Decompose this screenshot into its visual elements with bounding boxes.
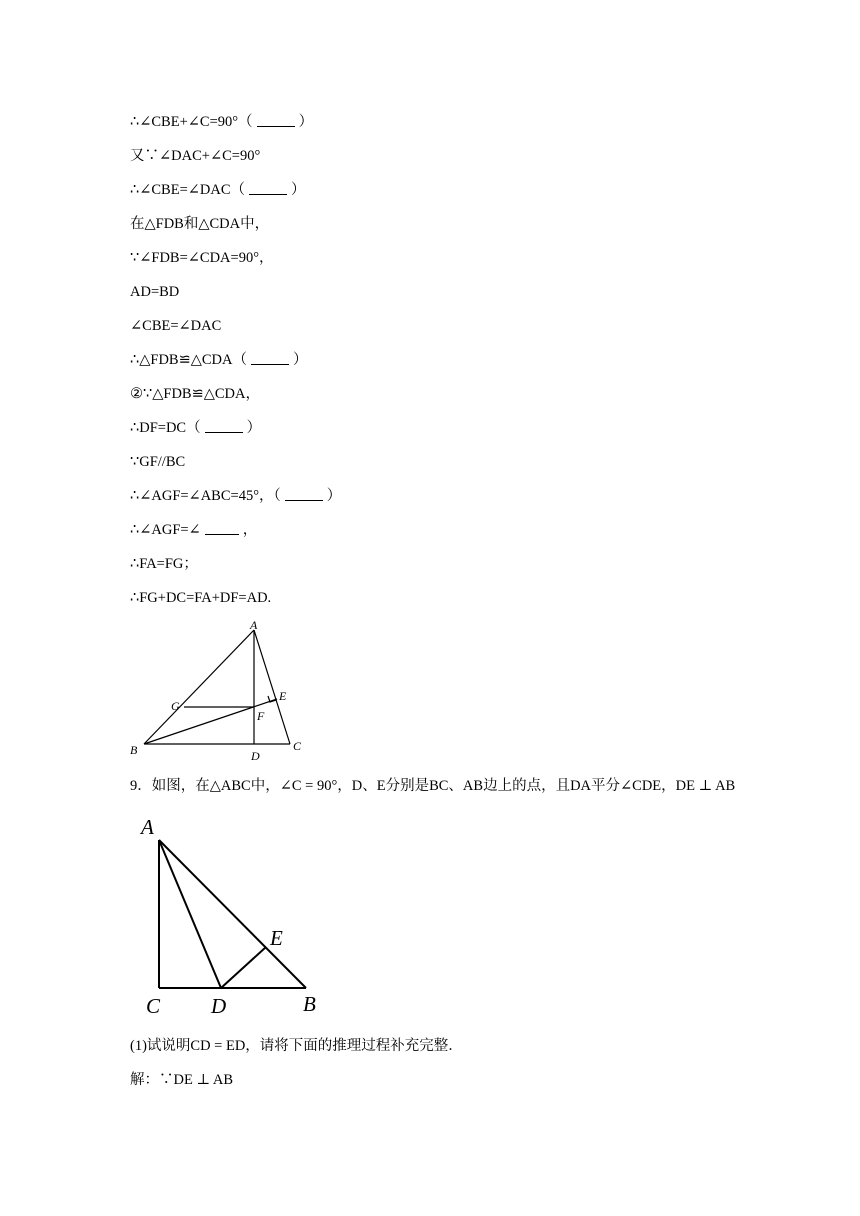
geometry-figure-2: [130, 808, 330, 1018]
proof-line-5: ∵∠FDB=∠CDA=90°，: [130, 250, 274, 266]
segment-ad: [159, 840, 221, 988]
answer-blank[interactable]: [205, 419, 243, 433]
proof-line-1: ∴∠CBE+∠C=90°（ ）: [130, 114, 314, 130]
label-d: D: [211, 994, 227, 1018]
proof-line-4: 在△FDB和△CDA中，: [130, 216, 270, 232]
answer-blank[interactable]: [257, 113, 295, 127]
answer-blank[interactable]: [285, 487, 323, 501]
segment-de: [221, 947, 266, 988]
geometry-figure-1: [120, 612, 320, 764]
question-9-text: 9．如图，在△ABC中，∠C = 90°，D、E分别是BC、AB边上的点，且DA平分∠CDE，DE ⊥ AB: [130, 778, 736, 794]
label-a: A: [141, 815, 154, 839]
proof-line-12: ∴∠AGF=∠ABC=45°，（ ）: [130, 488, 342, 504]
proof-line-6: AD=BD: [130, 284, 180, 300]
proof-line-13: ∴∠AGF=∠ ，: [130, 522, 258, 538]
proof-line-8: ∴△FDB≌△CDA（ ）: [130, 352, 308, 368]
proof-line-14: ∴FA=FG；: [130, 556, 198, 572]
segment-ac: [254, 630, 290, 744]
segment-ab: [144, 630, 254, 744]
answer-blank[interactable]: [251, 351, 289, 365]
proof-line-10: ∴DF=DC（ ）: [130, 420, 262, 436]
proof-line-3: ∴∠CBE=∠DAC（ ）: [130, 182, 306, 198]
label-f: F: [257, 709, 265, 723]
label-c: C: [293, 739, 302, 753]
proof-line-7: ∠CBE=∠DAC: [130, 318, 222, 334]
answer-blank[interactable]: [205, 521, 239, 535]
segment-ab: [159, 840, 306, 988]
proof-line-11: ∵GF//BC: [130, 454, 186, 470]
label-g: G: [171, 699, 180, 713]
question-9-part-1: (1)试说明CD = ED，请将下面的推理过程补充完整．: [130, 1038, 463, 1054]
proof-line-9: ②∵△FDB≌△CDA，: [130, 386, 260, 402]
proof-line-15: ∴FG+DC=FA+DF=AD.: [130, 590, 272, 606]
label-b: B: [130, 743, 138, 757]
answer-blank[interactable]: [249, 181, 287, 195]
label-e: E: [279, 689, 287, 703]
label-d: D: [251, 749, 260, 763]
label-a: A: [250, 618, 258, 632]
label-b: B: [303, 992, 316, 1016]
solution-start: 解：∵DE ⊥ AB: [130, 1072, 234, 1088]
proof-line-2: 又∵∠DAC+∠C=90°: [130, 148, 261, 164]
label-c: C: [146, 994, 161, 1018]
label-e: E: [270, 926, 283, 950]
